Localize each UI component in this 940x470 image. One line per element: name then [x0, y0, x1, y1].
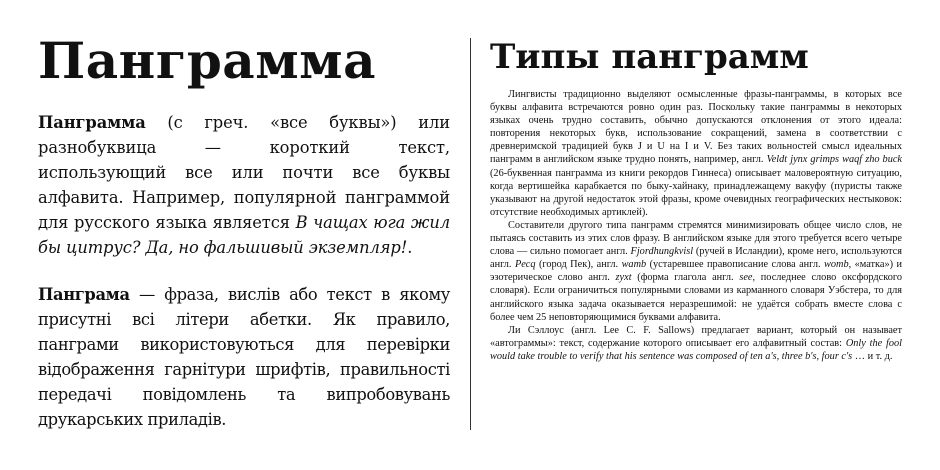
term-ukrainian: Панграма — [38, 285, 130, 304]
pangram-example: В чащах юга жил бы цитрус? Да, но фальшивый экземпляр! — [38, 213, 450, 257]
paragraph-ukrainian-text: — фраза, вислів або текст в якому присутні всі літери абетки. Як правило, панграми використовуються для перевірки відображення гарнітури шрифтів, правильності передачі повідомлень та випробовувань друкарських приладів. — [38, 285, 450, 429]
column-divider — [470, 38, 471, 430]
paragraph-1 — [490, 88, 902, 219]
p3-italic-1: Only the fool would take trouble to verify that his sentence was composed of ten a's, three b's, four c's — [490, 337, 902, 362]
right-column — [490, 36, 902, 363]
p3-text-1: Ли Сэллоус (англ. Lee C. F. Sallows) предлагает вариант, который он называет «автограммы»: текст, содержание которого описывает его алфавитный состав: — [490, 324, 902, 349]
paragraph-ukrainian — [38, 282, 450, 432]
left-column — [38, 30, 450, 454]
p2-text-7: , последнее слово оксфордского словаря). Если ограничиться популярными словами из карманного словаря Уэбстера, то для английского языка задача оказывается неразрешимой: не удаётся собрать вместе слова с более чем 25 неповторяющимися буквами алфавита. — [490, 272, 902, 323]
p2-text-6: (форма глагола англ. — [631, 272, 740, 284]
p3-text-2: … и т. д. — [852, 350, 893, 362]
p2-italic-3: wamb — [621, 259, 647, 271]
term-russian: Панграмма — [38, 113, 146, 132]
page-title: Панграмма — [38, 31, 376, 90]
paragraph-russian-end: . — [407, 238, 413, 257]
p2-text-5: , «матка») и эзотерическое слово англ. — [490, 259, 902, 284]
paragraph-2 — [490, 219, 902, 324]
p2-italic-6: see — [739, 272, 753, 284]
p2-text-2: (ручей в Исландии), кроме него, используются англ. — [490, 246, 902, 271]
paragraph-russian — [38, 110, 450, 260]
p2-italic-4: womb — [824, 259, 849, 271]
p2-italic-2: Pecq — [514, 259, 536, 271]
section-title: Типы панграмм — [490, 37, 809, 77]
p2-text-4: (устаревшее правописание слова англ. — [646, 259, 825, 271]
p2-text-1: Составители другого типа панграмм стремятся минимизировать общее число слов, не пытаясь составить из этих слов фразу. В английском языке для этого требуется всего четыре слова — сильно помогает англ. — [490, 219, 902, 258]
p1-italic-1: Veldt jynx grimps waqf zho buck — [766, 154, 902, 166]
p1-text-1: Лингвисты традиционно выделяют осмысленные фразы-панграммы, в которых все буквы алфавита встречаются ровно один раз. Поскольку такие панграммы в некоторых языках очень трудно составить, обычно допускаются отклонения от этого идеала: повторения некоторых букв, использование сокращений, замена в соответствии с древнеримской традицией букв J и U на I и V. Без таких вольностей смысл идеальных панграмм в английском языке трудно понять, например, англ. — [490, 89, 902, 166]
paragraph-3 — [490, 324, 902, 363]
p1-text-2: (26-буквенная панграмма из книги рекордов Гиннеса) описывает маловероятную ситуацию, когда вертишейка карабкается по быку-хайнаку, принадлежащему вакуфу (пуристы также указывают на другой недостаток этой фразы, кроме очевидных географических нестыковок: отсутствие необходимых артиклей). — [490, 167, 902, 218]
p2-italic-5: zyxt — [615, 272, 632, 284]
p2-text-3: (город Пек), англ. — [535, 259, 622, 271]
paragraph-russian-text: (с греч. «все буквы») или разнобуквица — короткий текст, использующий все или почти все буквы алфавита. Например, популярной панграммой для русского языка является — [38, 113, 450, 232]
p2-italic-1: Fjordhungkvisl — [630, 246, 694, 258]
